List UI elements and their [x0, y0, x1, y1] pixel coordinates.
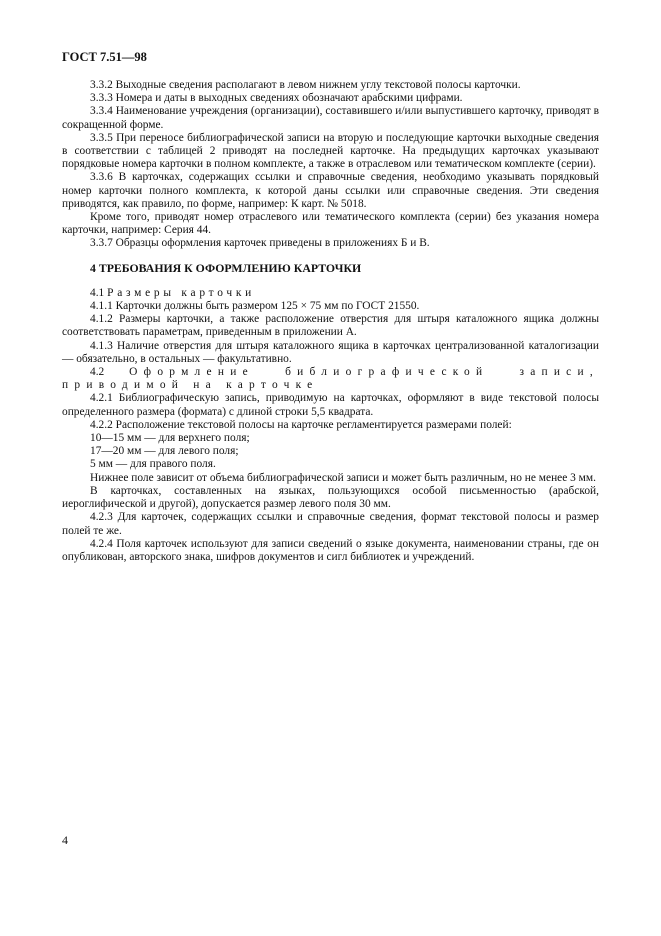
paragraph-3-3-6: 3.3.6 В карточках, содержащих ссылки и справочные сведения, необходимо указывать порядковый номер карточки полного комплекта, к которой даны ссылки или справочные сведения. Эти сведения приводятся, как правило, по форме, например: К карт. № 5018. — [62, 171, 599, 210]
paragraph-3-3-3: 3.3.3 Номера и даты в выходных сведениях обозначают арабскими цифрами. — [90, 92, 463, 105]
subsection-4-1-heading — [62, 287, 599, 300]
subsection-4-2-heading — [62, 366, 599, 392]
paragraph-4-2-4: 4.2.4 Поля карточек используют для записи сведений о языке документа, наименовании страны, где он опубликован, авторского знака, шифров документов и сигл библиотек и учреждений. — [62, 537, 599, 563]
paragraph-3-3-7: 3.3.7 Образцы оформления карточек приведены в приложениях Б и В. — [90, 237, 430, 250]
page-number: 4 — [62, 833, 68, 847]
paragraph-4-1-3: 4.1.3 Наличие отверстия для штыря каталожного ящика в карточках централизованной каталогизации — обязательно, в остальных — факультативно. — [62, 339, 599, 365]
document-code: ГОСТ 7.51—98 — [62, 50, 147, 64]
subsection-4-1-number: 4.1 — [90, 286, 108, 299]
paragraph-4-2-2: 4.2.2 Расположение текстовой полосы на карточке регламентируется размерами полей: — [90, 418, 512, 431]
paragraph-3-3-6-continued: Кроме того, приводят номер отраслевого или тематического комплекта (серии) без указания номера карточки, например: Серия 44. — [62, 211, 599, 237]
margin-top-item: 10—15 мм — для верхнего поля; — [90, 432, 250, 445]
margin-right-item: 5 мм — для правого поля. — [90, 458, 216, 471]
subsection-4-2-title: Оформление библиографической записи, приводимой на карточке — [62, 366, 599, 392]
paragraph-3-3-2: 3.3.2 Выходные сведения располагают в левом нижнем углу текстовой полосы карточки. — [90, 79, 521, 91]
subsection-4-1-title: Размеры карточки — [107, 286, 256, 299]
section-4-heading: 4 ТРЕБОВАНИЯ К ОФОРМЛЕНИЮ КАРТОЧКИ — [90, 260, 362, 275]
paragraph-4-2-1: 4.2.1 Библиографическую запись, приводимую на карточках, оформляют в виде текстовой полосы определенного размера (формата) с длиной строки 5,5 квадрата. — [62, 392, 599, 418]
page-body — [62, 79, 599, 564]
paragraph-4-1-1: 4.1.1 Карточки должны быть размером 125 × 75 мм по ГОСТ 21550. — [90, 300, 420, 313]
paragraph-3-3-5: 3.3.5 При переносе библиографической записи на вторую и последующие карточки выходные сведения в соответствии с таблицей 2 приводят на последней карточке. На предыдущих карточках указывают порядковые номера карточки в полном комплекте, а также в отраслевом или тематическом комплекте (серии). — [62, 131, 599, 171]
paragraph-4-2-2-special-scripts: В карточках, составленных на языках, пользующихся особой письменностью (арабской, иероглифической и другой), допускается размер левого поля 30 мм. — [62, 484, 599, 511]
margin-left-item: 17—20 мм — для левого поля; — [90, 445, 239, 458]
subsection-4-2-number: 4.2 — [90, 366, 130, 379]
paragraph-4-2-2-bottom-margin: Нижнее поле зависит от объема библиографической записи и может быть различным, но не менее 3 мм. — [90, 471, 596, 484]
paragraph-3-3-4: 3.3.4 Наименование учреждения (организации), составившего и/или выпустившего карточку, приводят в сокращенной форме. — [62, 105, 599, 131]
paragraph-4-1-2: 4.1.2 Размеры карточки, а также расположение отверстия для штыря каталожного ящика должны соответствовать параметрам, приведенным в приложении А. — [62, 313, 599, 339]
paragraph-4-2-3: 4.2.3 Для карточек, содержащих ссылки и справочные сведения, формат текстовой полосы и размер полей те же. — [62, 511, 599, 537]
